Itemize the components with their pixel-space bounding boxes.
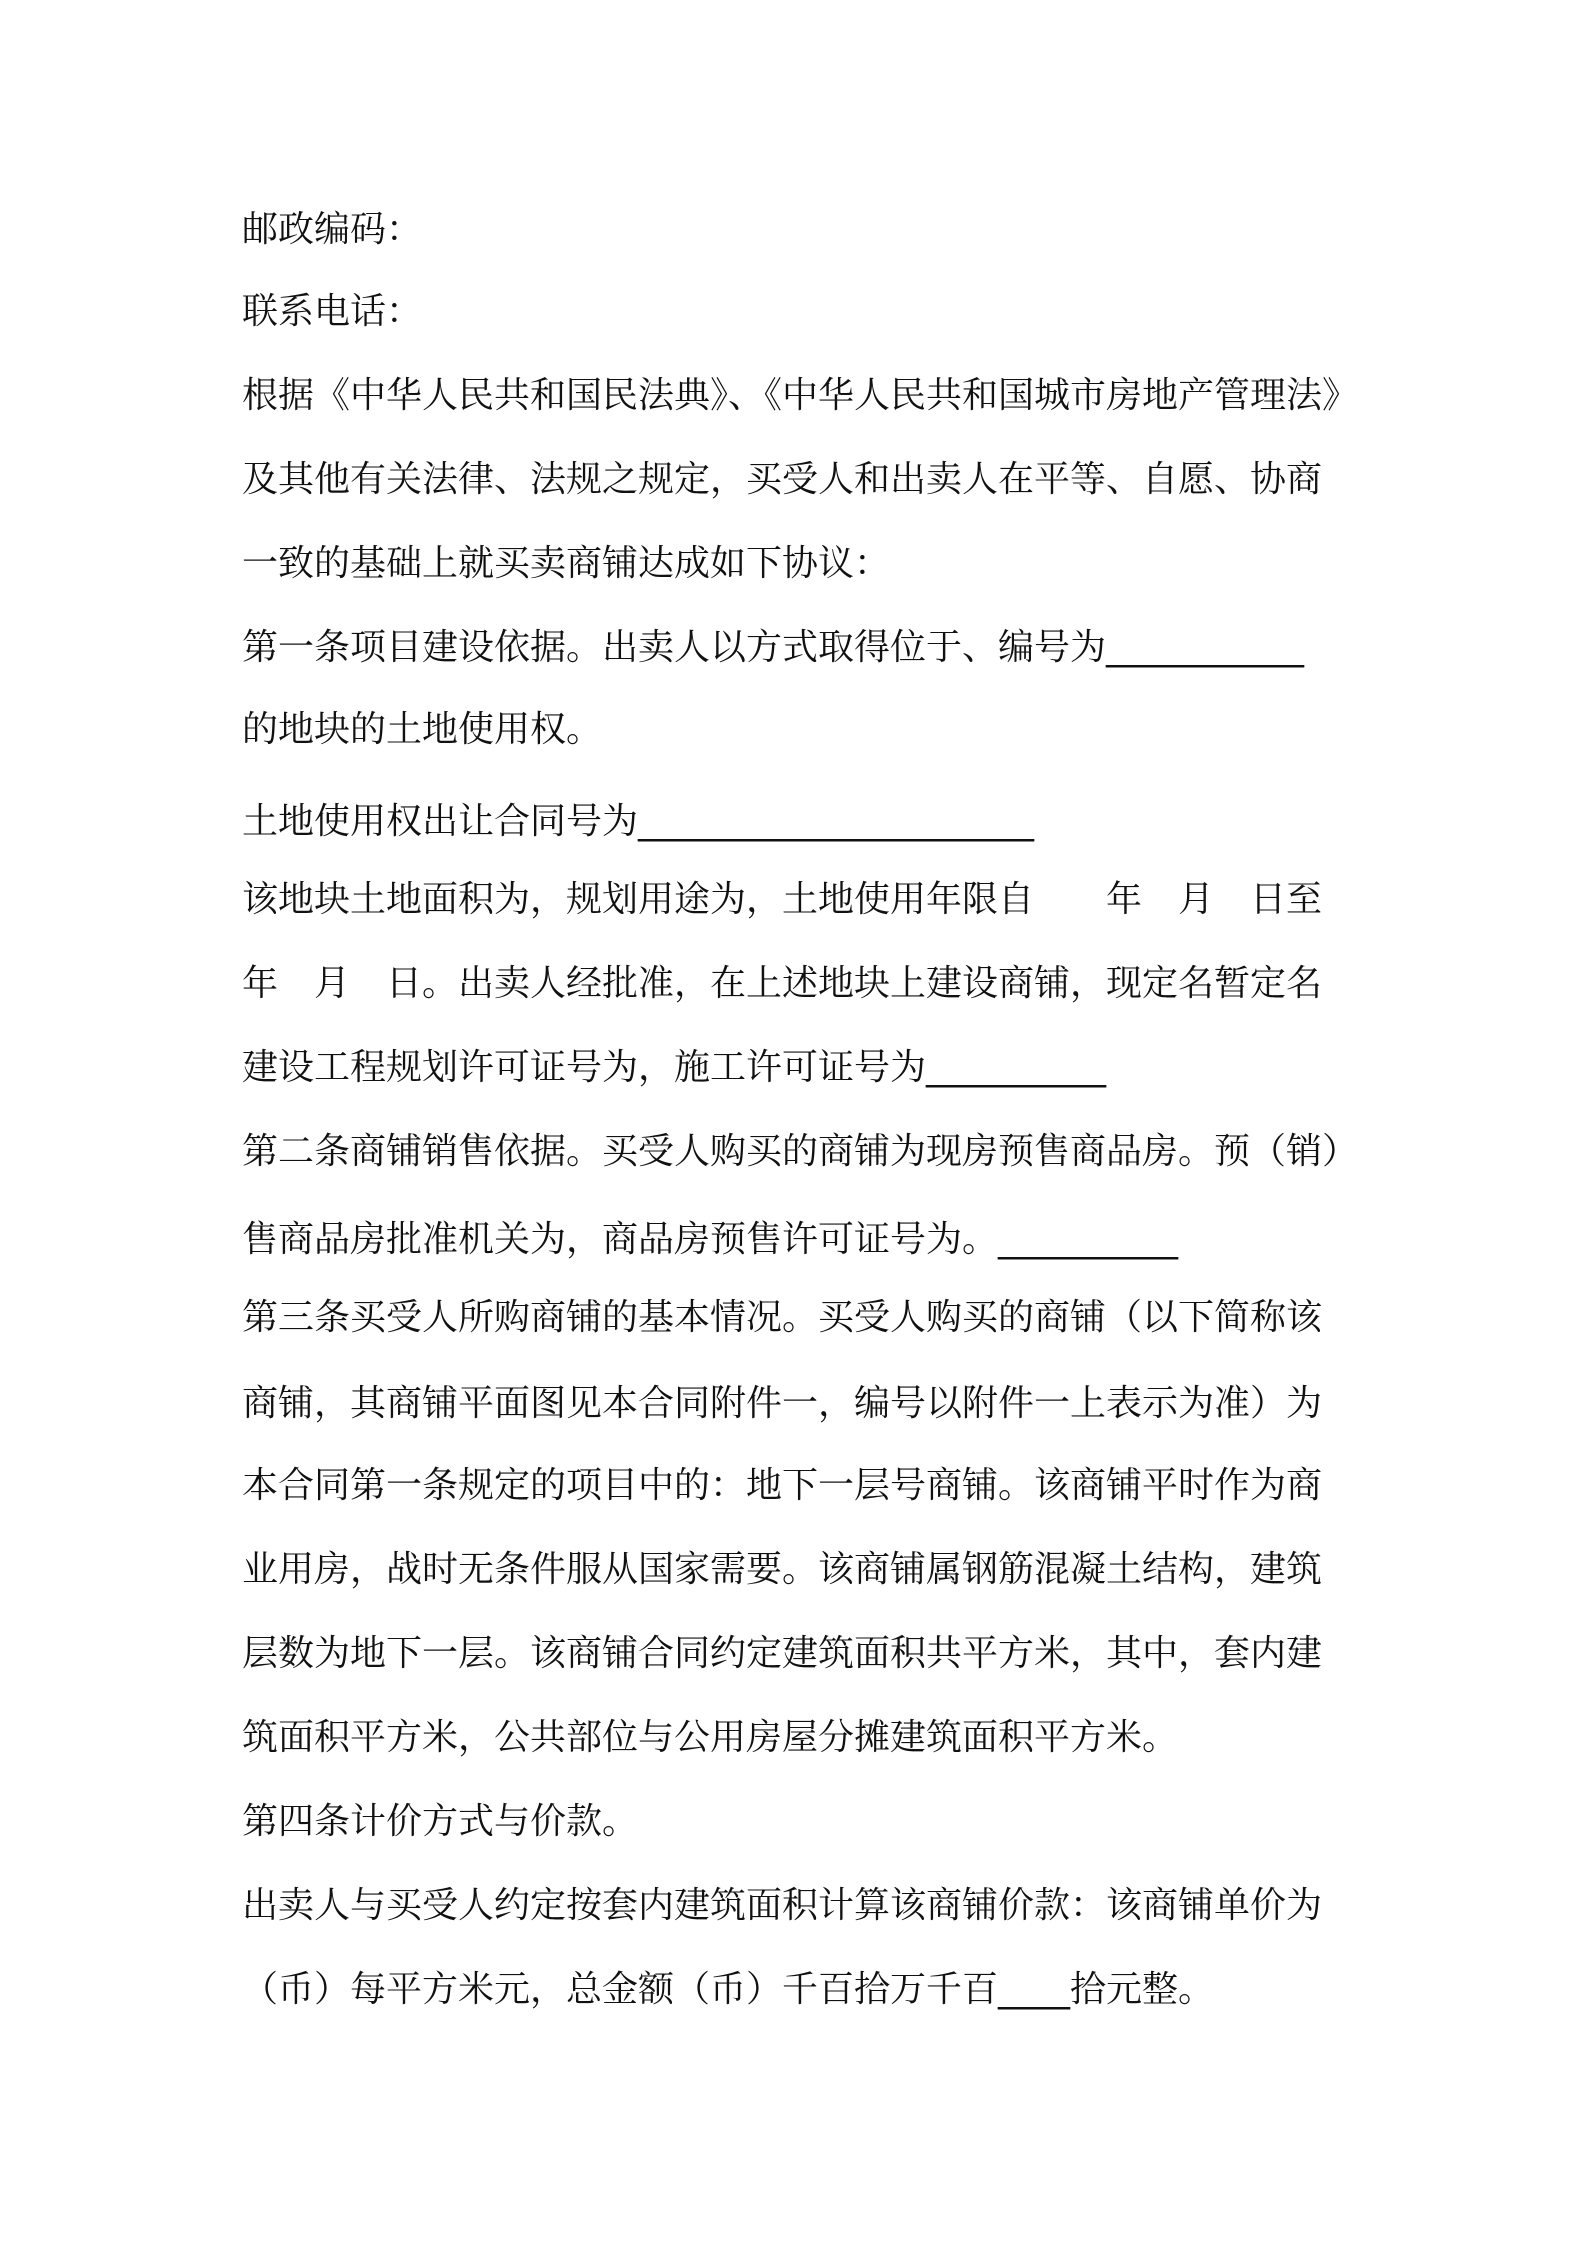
article-1-line-2: 的地块的土地使用权。 bbox=[242, 709, 603, 750]
postal-code-label: 邮政编码： bbox=[242, 209, 423, 250]
article-1-line-1: 第一条项目建设依据。出卖人以方式取得位于、编号为___________ bbox=[242, 627, 1305, 668]
article-4-line-1: 出卖人与买受人约定按套内建筑面积计算该商铺价款：该商铺单价为 bbox=[242, 1885, 1323, 1926]
land-area-line-2: 年 月 日。出卖人经批准，在上述地块上建设商铺，现定名暂定名 bbox=[242, 963, 1323, 1004]
article-3-line-1: 第三条买受人所购商铺的基本情况。买受人购买的商铺（以下简称该 bbox=[242, 1297, 1323, 1338]
preamble-line-3: 一致的基础上就买卖商铺达成如下协议： bbox=[242, 543, 891, 584]
article-2-line-1: 第二条商铺销售依据。买受人购买的商铺为现房预售商品房。预（销） bbox=[242, 1131, 1359, 1172]
article-2-line-2: 售商品房批准机关为，商品房预售许可证号为。__________ bbox=[242, 1219, 1179, 1260]
phone-label: 联系电话： bbox=[242, 291, 423, 332]
article-3-line-3: 本合同第一条规定的项目中的：地下一层号商铺。该商铺平时作为商 bbox=[242, 1465, 1323, 1506]
preamble-line-2: 及其他有关法律、法规之规定，买受人和出卖人在平等、自愿、协商 bbox=[242, 459, 1323, 500]
preamble-line-1: 根据《中华人民共和国民法典》、《中华人民共和国城市房地产管理法》 bbox=[242, 375, 1359, 416]
article-3-line-5: 层数为地下一层。该商铺合同约定建筑面积共平方米，其中，套内建 bbox=[242, 1633, 1323, 1674]
article-3-line-2: 商铺，其商铺平面图见本合同附件一，编号以附件一上表示为准）为 bbox=[242, 1383, 1323, 1424]
article-4-heading: 第四条计价方式与价款。 bbox=[242, 1801, 639, 1842]
land-area-line-1: 该地块土地面积为，规划用途为，土地使用年限自 年 月 日至 bbox=[242, 879, 1323, 920]
land-contract-number-line: 土地使用权出让合同号为______________________ bbox=[242, 801, 1035, 842]
article-3-line-4: 业用房，战时无条件服从国家需要。该商铺属钢筋混凝土结构，建筑 bbox=[242, 1549, 1323, 1590]
article-4-line-2: （币）每平方米元，总金额（币）千百拾万千百____拾元整。 bbox=[242, 1969, 1215, 2010]
article-3-line-6: 筑面积平方米，公共部位与公用房屋分摊建筑面积平方米。 bbox=[242, 1717, 1179, 1758]
permit-number-line: 建设工程规划许可证号为，施工许可证号为__________ bbox=[242, 1047, 1107, 1088]
